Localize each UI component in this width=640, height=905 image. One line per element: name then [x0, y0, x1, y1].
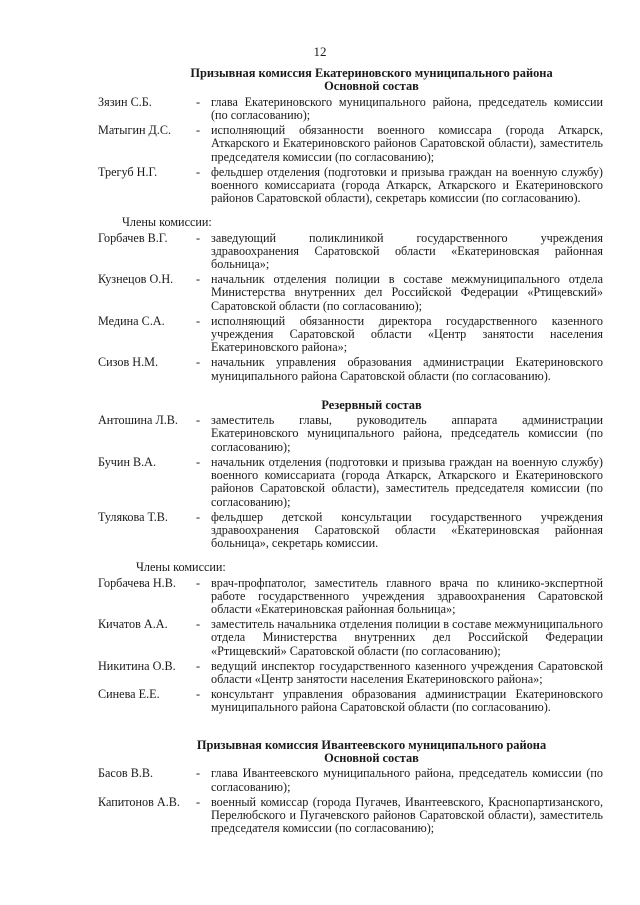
member-role: консультант управления образования администрации Екатериновского муниципального района Саратовской области (по согласованию).	[211, 687, 603, 715]
list-item	[98, 232, 603, 272]
dash: -	[196, 313, 201, 328]
list-item	[98, 356, 603, 382]
member-name: Никитина О.В.	[98, 658, 176, 673]
members-label: Члены комиссии:	[122, 215, 212, 230]
dash: -	[196, 94, 201, 109]
member-role: ведущий инспектор государственного казенного учреждения Саратовской области «Центр занятости населения Екатериновского района»;	[211, 658, 603, 686]
member-name: Матыгин Д.С.	[98, 123, 172, 138]
members-label: Члены комиссии:	[136, 560, 226, 575]
member-role: заместитель начальника отделения полиции в составе межмуниципального отдела Министерства внутренних дел Российской Федерации «Ртищевский» Саратовской области (по согласованию);	[211, 617, 603, 658]
member-name: Басов В.В.	[98, 766, 154, 781]
member-name: Сизов Н.М.	[98, 355, 159, 370]
dash: -	[196, 794, 201, 809]
dash: -	[196, 355, 201, 370]
list-item	[98, 315, 603, 355]
reserve-list	[98, 414, 603, 550]
dash: -	[196, 766, 201, 781]
list-item	[98, 414, 603, 454]
list-item	[98, 273, 603, 313]
section-title: Призывная комиссия Ивантеевского муниципального района	[196, 737, 547, 752]
list-item	[98, 166, 603, 206]
member-name: Горбачев В.Г.	[98, 230, 168, 245]
main-composition-title: Основной состав	[324, 79, 419, 94]
reserve-composition-title: Резервный состав	[321, 397, 422, 412]
dash: -	[196, 230, 201, 245]
member-role: начальник отделения полиции в составе межмуниципального отдела Министерства внутренних дел Российской Федерации «Ртищевский» Саратовской области (по согласованию);	[211, 272, 603, 313]
member-role: врач-профпатолог, заместитель главного врача по клинико-экспертной работе государственного учреждения здравоохранения Саратовской области «Екатериновская районная больница»;	[211, 575, 603, 616]
member-role: начальник управления образования администрации Екатериновского муниципального района Саратовской области (по согласованию).	[211, 355, 603, 383]
dash: -	[196, 687, 201, 702]
main-members-list	[98, 232, 603, 383]
member-role: глава Ивантеевского муниципального района, председатель комиссии (по согласованию);	[211, 766, 603, 794]
list-item	[98, 660, 603, 686]
dash: -	[196, 575, 201, 590]
list-item	[98, 688, 603, 714]
member-role: заместитель главы, руководитель аппарата администрации Екатериновского муниципального района, председатель комиссии (по согласованию);	[211, 413, 603, 454]
member-name: Медина С.А.	[98, 313, 165, 328]
main-list	[98, 96, 603, 206]
member-role: фельдшер детской консультации государственного учреждения здравоохранения Саратовской области «Екатериновская районная больница», секретарь комиссии.	[211, 509, 603, 551]
list-item	[98, 511, 603, 551]
member-role: военный комиссар (города Пугачев, Ивантеевского, Краснопартизанского, Перелюбского и Пугачевского районов Саратовской области), заместитель председателя комиссии (по согласованию);	[211, 794, 603, 836]
dash: -	[196, 413, 201, 428]
member-role: исполняющий обязанности директора государственного казенного учреждения Саратовской области «Центр занятости населения Екатериновского района»;	[211, 313, 603, 355]
section-title: Призывная комиссия Екатериновского муниципального района	[190, 66, 553, 80]
list-item	[98, 456, 603, 509]
member-name: Кичатов А.А.	[98, 617, 168, 632]
member-name: Бучин В.А.	[98, 454, 157, 469]
dash: -	[196, 617, 201, 632]
dash: -	[196, 658, 201, 673]
member-role: фельдшер отделения (подготовки и призыва граждан на военную службу) военного комиссариата (города Аткарск, Аткарского и Екатериновского районов Саратовской области), секретарь комиссии (по согласованию).	[211, 164, 603, 206]
list-item	[98, 767, 603, 793]
list-item	[98, 618, 603, 658]
member-name: Трегуб Н.Г.	[98, 164, 158, 179]
dash: -	[196, 272, 201, 287]
section-ekaterinovsky	[98, 67, 603, 715]
member-name: Капитонов А.В.	[98, 794, 180, 809]
main-list	[98, 767, 603, 835]
member-role: исполняющий обязанности военного комиссара (города Аткарск, Аткарского и Екатериновского районов Саратовской области), заместитель председателя комиссии (по согласованию);	[211, 123, 603, 164]
member-name: Антошина Л.В.	[98, 413, 178, 428]
member-role: начальник отделения (подготовки и призыва граждан на военную службу) военного комиссариата (города Аткарск, Аткарского и Екатериновского районов Саратовской области), заместитель председателя комиссии (по согласованию);	[211, 454, 603, 509]
list-item	[98, 124, 603, 164]
list-item	[98, 796, 603, 836]
list-item	[98, 577, 603, 617]
member-role: заведующий поликлиникой государственного учреждения здравоохранения Саратовской области «Екатериновская районная больница»;	[211, 230, 603, 272]
list-item	[98, 96, 603, 122]
member-name: Кузнецов О.Н.	[98, 272, 174, 287]
document-content	[98, 67, 603, 835]
member-name: Тулякова Т.В.	[98, 509, 168, 524]
dash: -	[196, 509, 201, 524]
page-number: 12	[313, 44, 327, 59]
dash: -	[196, 454, 201, 469]
main-composition-title: Основной состав	[324, 750, 419, 765]
section-ivanteevsky	[98, 739, 603, 836]
member-name: Синева Е.Е.	[98, 687, 160, 702]
dash: -	[196, 123, 201, 138]
dash: -	[196, 164, 201, 179]
member-name: Горбачева Н.В.	[98, 575, 176, 590]
member-role: глава Екатериновского муниципального района, председатель комиссии (по согласованию);	[211, 94, 603, 123]
reserve-members-list	[98, 577, 603, 715]
member-name: Зязин С.Б.	[98, 94, 152, 109]
